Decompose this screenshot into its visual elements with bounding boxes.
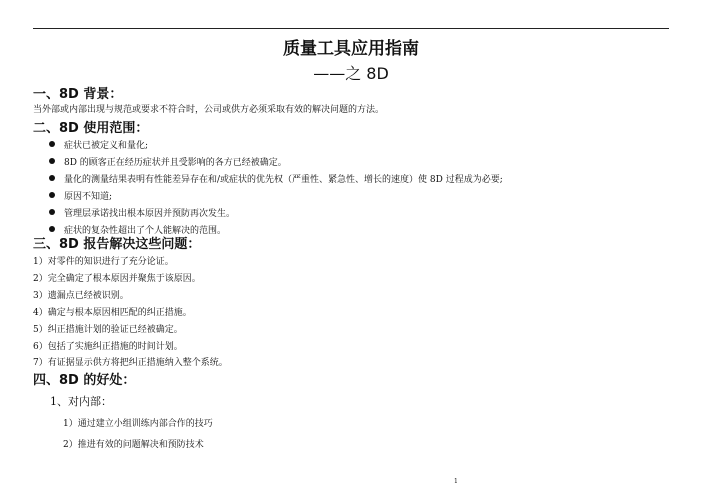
sub-list-item: 2）推进有效的问题解决和预防技术: [63, 440, 204, 450]
section-text-background: 当外部或内部出现与规范或要求不符合时，公司或供方必须采取有效的解决问题的方法。: [33, 105, 385, 115]
bullet-dot-icon: [49, 141, 55, 147]
list-item: 2）完全确定了根本原因并聚焦于该原因。: [33, 274, 201, 284]
bullet-dot-icon: [49, 158, 55, 164]
page-subtitle: ——之 8D: [313, 64, 389, 83]
top-rule: [33, 28, 669, 29]
section-heading-problems: 三、8D 报告解决这些问题：: [33, 237, 201, 252]
section-heading-scope: 二、8D 使用范围：: [33, 121, 149, 136]
bullet-item: 症状的复杂性超出了个人能解决的范围。: [49, 225, 226, 237]
list-item: 7）有证据显示供方将把纠正措施纳入整个系统。: [33, 358, 228, 368]
bullet-item: 量化的测量结果表明有性能差异存在和/或症状的优先权（严重性、紧急性、增长的速度）使 8D 过程成为必要;: [49, 174, 503, 186]
bullet-item: 管理层承诺找出根本原因并预防再次发生。: [49, 208, 235, 220]
section-heading-background: 一、8D 背景：: [33, 87, 123, 102]
bullet-item: 原因不知道;: [49, 191, 112, 203]
list-item: 5）纠正措施计划的验证已经被确定。: [33, 325, 183, 335]
list-item: 1）对零件的知识进行了充分论证。: [33, 257, 174, 267]
list-item: 6）包括了实施纠正措施的时间计划。: [33, 342, 183, 352]
bullet-dot-icon: [49, 192, 55, 198]
bullet-dot-icon: [49, 175, 55, 181]
bullet-dot-icon: [49, 226, 55, 232]
list-item: 4）确定与根本原因相匹配的纠正措施。: [33, 308, 192, 318]
subheading-internal: 1、对内部：: [50, 395, 112, 408]
sub-list-item: 1）通过建立小组训练内部合作的技巧: [63, 419, 213, 429]
bullet-item: 症状已被定义和量化;: [49, 140, 148, 152]
section-heading-benefits: 四、8D 的好处：: [33, 373, 136, 388]
page-number: 1: [454, 478, 458, 485]
page-title: 质量工具应用指南: [283, 39, 419, 59]
bullet-item: 8D 的顾客正在经历症状并且受影响的各方已经被确定。: [49, 157, 287, 169]
list-item: 3）遗漏点已经被识别。: [33, 291, 129, 301]
bullet-dot-icon: [49, 209, 55, 215]
